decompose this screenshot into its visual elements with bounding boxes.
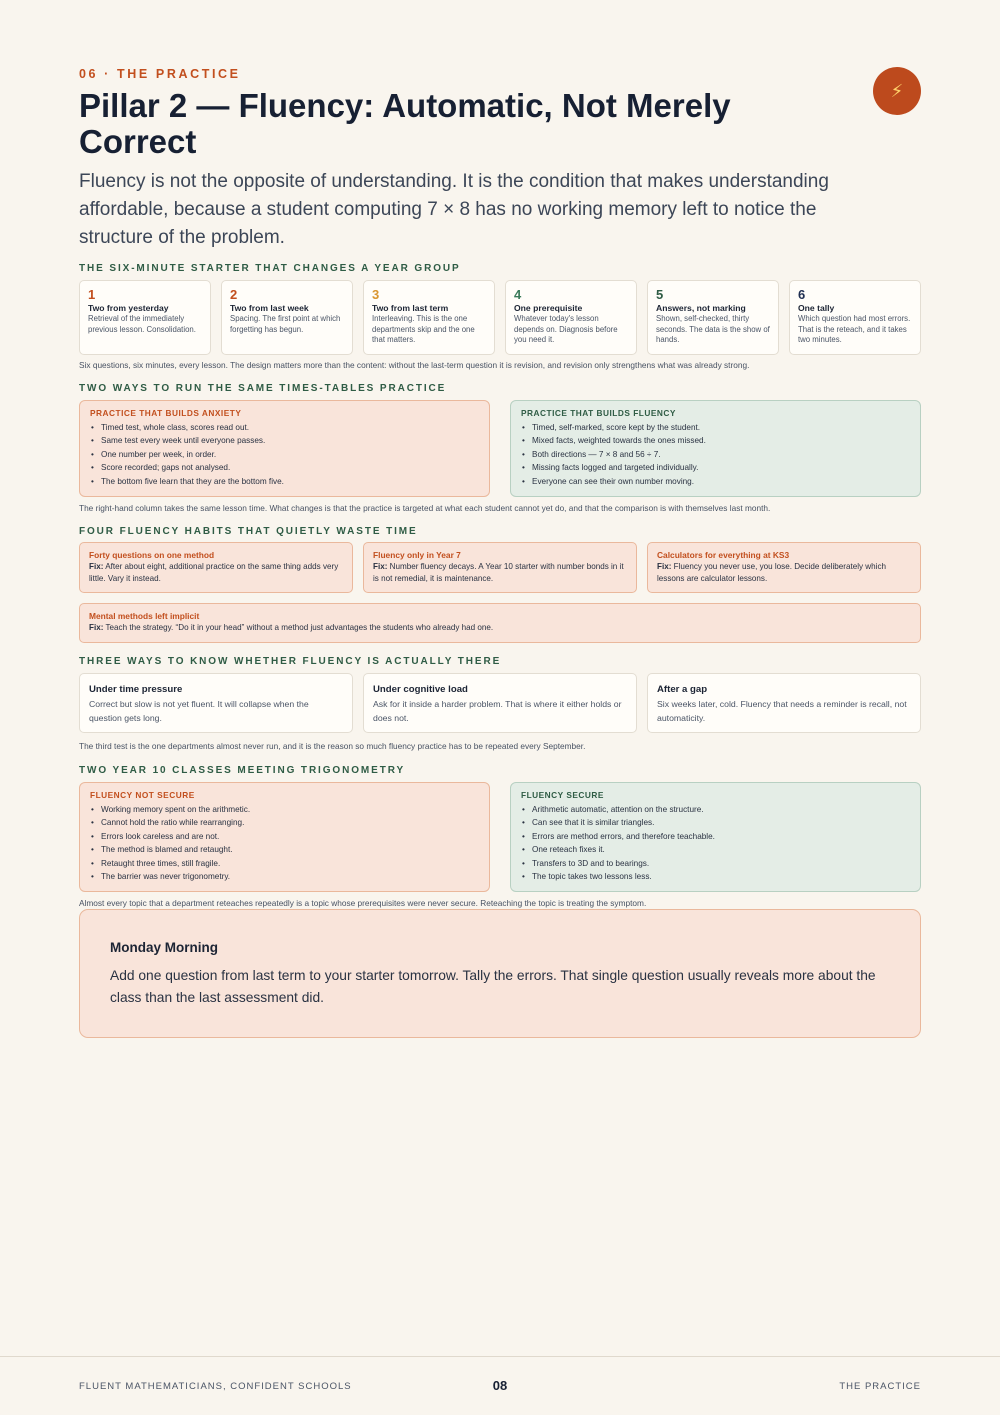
test-body: Correct but slow is not yet fluent. It will collapse when the question gets long. [89, 699, 309, 723]
starter-cards [79, 280, 921, 355]
starter-title: One tally [798, 303, 835, 313]
habit-card [79, 542, 353, 593]
fluency-title: PRACTICE THAT BUILDS FLUENCY [521, 408, 676, 418]
anxiety-box [79, 400, 490, 497]
test-title: After a gap [657, 684, 708, 695]
starter-body: Which question had most errors. That is the reteach, and it takes two minutes. [798, 314, 911, 344]
habit-card [79, 603, 921, 643]
habit-title: Mental methods left implicit [89, 611, 200, 621]
lede-paragraph: Fluency is not the opposite of understanding. It is the condition that makes understanding affordable, because a student computing 7 × 8 has no working memory left to notice the structure of the problem. [79, 171, 829, 248]
trig-note: Almost every topic that a department reteaches repeatedly is a topic whose prerequisites were never secure. Reteaching the topic is treating the symptom. [79, 898, 647, 908]
test-card [647, 673, 921, 733]
fix-label: Fix: [657, 562, 672, 571]
anxiety-title: PRACTICE THAT BUILDS ANXIETY [90, 408, 242, 418]
fix-label: Fix: [373, 562, 388, 571]
list-item: • Same test every week until everyone passes. [90, 434, 479, 447]
page-number: 08 [492, 1378, 508, 1393]
starter-number: 3 [372, 287, 380, 302]
list-item: • The topic takes two lessons less. [521, 870, 910, 883]
starter-title: Answers, not marking [656, 303, 746, 313]
fix-label: Fix: [89, 623, 104, 632]
starter-card [221, 280, 353, 355]
secure-box [510, 782, 921, 892]
tests-heading: THREE WAYS TO KNOW WHETHER FLUENCY IS ACTUALLY THERE [79, 656, 502, 667]
test-card [79, 673, 353, 733]
not-secure-title: FLUENCY NOT SECURE [90, 790, 195, 800]
monday-title: Monday Morning [110, 940, 218, 955]
test-body: Six weeks later, cold. Fluency that needs a reminder is recall, not automaticity. [657, 699, 907, 723]
practice-note: The right-hand column takes the same lesson time. What changes is that the practice is targeted at what each student cannot yet do, and that the comparison is with themselves last month. [79, 503, 771, 513]
list-item: • Timed test, whole class, scores read out. [90, 421, 479, 434]
list-item: • The bottom five learn that they are the bottom five. [90, 475, 479, 488]
starter-title: Two from yesterday [88, 303, 169, 313]
list-item: • Both directions — 7 × 8 and 56 ÷ 7. [521, 448, 910, 461]
starter-body: Spacing. The first point at which forgetting has begun. [230, 314, 341, 334]
list-item: • Score recorded; gaps not analysed. [90, 461, 479, 474]
list-item: • Transfers to 3D and to bearings. [521, 857, 910, 870]
list-item: • Retaught three times, still fragile. [90, 857, 479, 870]
list-item: • Arithmetic automatic, attention on the structure. [521, 803, 910, 816]
list-item: • The barrier was never trigonometry. [90, 870, 479, 883]
starter-body: Shown, self-checked, thirty seconds. The data is the show of hands. [656, 314, 770, 344]
tests-row [79, 673, 921, 733]
habit-title: Forty questions on one method [89, 550, 215, 560]
test-title: Under cognitive load [373, 684, 468, 695]
habit-title: Fluency only in Year 7 [373, 550, 461, 560]
habit-card [647, 542, 921, 593]
test-card [363, 673, 637, 733]
trig-heading: TWO YEAR 10 CLASSES MEETING TRIGONOMETRY [79, 765, 406, 776]
habit-fix: Teach the strategy. “Do it in your head” without a method just advantages the students who already had one. [105, 623, 494, 632]
starter-number: 6 [798, 287, 806, 302]
starter-title: One prerequisite [514, 303, 583, 313]
habit-title: Calculators for everything at KS3 [657, 550, 790, 560]
not-secure-box [79, 782, 490, 892]
lightning-icon: ⚡ [873, 67, 921, 115]
section-eyebrow: 06 · THE PRACTICE [79, 67, 241, 81]
page-title: Pillar 2 — Fluency: Automatic, Not Merely Correct [79, 87, 731, 160]
list-item: • One number per week, in order. [90, 448, 479, 461]
list-item: • Working memory spent on the arithmetic. [90, 803, 479, 816]
test-title: Under time pressure [89, 684, 183, 695]
starter-number: 2 [230, 287, 238, 302]
habit-fix: Number fluency decays. A Year 10 starter with number bonds in it is not remedial, it is maintenance. [373, 562, 624, 583]
starter-title: Two from last term [372, 303, 449, 313]
trig-comparison [79, 782, 921, 892]
habits-heading: FOUR FLUENCY HABITS THAT QUIETLY WASTE TIME [79, 526, 418, 537]
starter-note: Six questions, six minutes, every lesson. The design matters more than the content: without the last-term question it is revision, and revision only strengthens what was already strong. [79, 360, 750, 370]
list-item: • Can see that it is similar triangles. [521, 816, 910, 829]
list-item: • Everyone can see their own number moving. [521, 475, 910, 488]
fluency-box [510, 400, 921, 497]
list-item: • One reteach fixes it. [521, 843, 910, 856]
starter-body: Retrieval of the immediately previous lesson. Consolidation. [88, 314, 196, 334]
page-footer [0, 1356, 1000, 1415]
starter-number: 4 [514, 287, 522, 302]
fix-label: Fix: [89, 562, 104, 571]
starter-body: Interleaving. This is the one departments skip and the one that matters. [372, 314, 475, 344]
starter-card [79, 280, 211, 355]
habit-fix: After about eight, additional practice on the same thing adds very little. Vary it instead. [89, 562, 339, 583]
practice-heading: TWO WAYS TO RUN THE SAME TIMES-TABLES PRACTICE [79, 383, 447, 394]
list-item: • Mixed facts, weighted towards the ones missed. [521, 434, 910, 447]
secure-title: FLUENCY SECURE [521, 790, 604, 800]
list-item: • Missing facts logged and targeted individually. [521, 461, 910, 474]
list-item: • Timed, self-marked, score kept by the student. [521, 421, 910, 434]
monday-callout [79, 909, 921, 1038]
starter-card [363, 280, 495, 355]
starter-card [789, 280, 921, 355]
starter-heading: THE SIX-MINUTE STARTER THAT CHANGES A YEAR GROUP [79, 263, 461, 274]
tests-note: The third test is the one departments almost never run, and it is the reason so much fluency practice has to be repeated every September. [79, 741, 586, 751]
list-item: • Cannot hold the ratio while rearranging. [90, 816, 479, 829]
starter-body: Whatever today's lesson depends on. Diagnosis before you need it. [514, 314, 618, 344]
starter-card [505, 280, 637, 355]
footer-left: FLUENT MATHEMATICIANS, CONFIDENT SCHOOLS [79, 1381, 352, 1392]
habit-card [363, 542, 637, 593]
list-item: • Errors are method errors, and therefore teachable. [521, 830, 910, 843]
practice-comparison [79, 400, 921, 497]
monday-body: Add one question from last term to your starter tomorrow. Tally the errors. That single question usually reveals more about the class than the last assessment did. [110, 968, 876, 1005]
test-body: Ask for it inside a harder problem. That is where it either holds or does not. [373, 699, 622, 723]
starter-title: Two from last week [230, 303, 309, 313]
starter-number: 1 [88, 287, 96, 302]
list-item: • Errors look careless and are not. [90, 830, 479, 843]
habits-row [79, 542, 921, 593]
list-item: • The method is blamed and retaught. [90, 843, 479, 856]
starter-card [647, 280, 779, 355]
habit-fix: Fluency you never use, you lose. Decide deliberately which lessons are calculator lessons. [657, 562, 886, 583]
footer-right: THE PRACTICE [839, 1381, 921, 1392]
starter-number: 5 [656, 287, 664, 302]
